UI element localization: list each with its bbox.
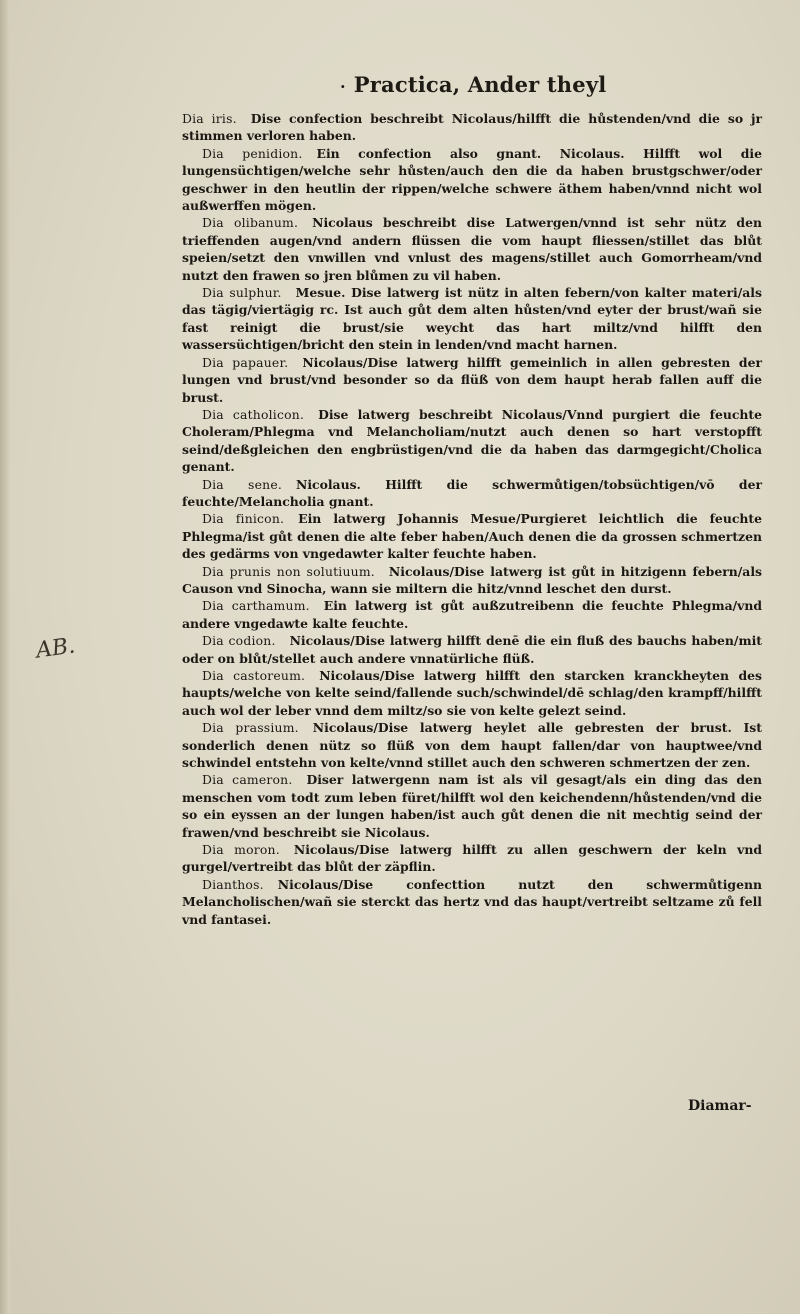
entry-term: Dia prunis non solutiuum. <box>202 563 375 579</box>
entry-paragraph <box>182 476 762 511</box>
entry-paragraph <box>182 597 762 632</box>
entry-paragraph <box>182 406 762 476</box>
entry-paragraph <box>182 110 762 145</box>
entry-paragraph <box>182 667 762 719</box>
entry-body: Nicolaus/Dise latwerg hilfft gemeinlich in allen gebresten der lungen vnd brust/vnd besonder so da flüß von dem haupt herab fallen auff die brust. <box>182 354 762 405</box>
entry-body: Dise latwerg beschreibt Nicolaus/Vnnd purgiert die feuchte Choleram/Phlegma vnd Melancholiam/nutzt auch denen so hart verstopfft seind/deßgleichen den engbrüstigen/vnd die da haben das darmgegicht/Cholica genant. <box>182 406 763 475</box>
entry-term: Dia sulphur. <box>202 285 282 301</box>
entry-body: Nicolaus/Dise latwerg hilfft denē die ein fluß des bauchs haben/mit oder on blůt/stellet auch andere vnnatürliche flüß. <box>182 633 762 666</box>
entry-paragraph <box>182 841 762 876</box>
entry-paragraph <box>182 145 762 215</box>
entry-paragraph <box>182 354 762 406</box>
entry-paragraph <box>182 771 762 841</box>
entry-body: Nicolaus/Dise latwerg ist gůt in hitzigenn febern/als Causon vnd Sinocha, wann sie miltern die hitz/vnnd leschet den durst. <box>182 563 763 596</box>
entry-term: Dia penidion. <box>202 145 303 161</box>
entry-term: Dia prassium. <box>202 720 299 736</box>
entry-term: Dia moron. <box>202 842 280 858</box>
entry-body: Ein confection also gnant. Nicolaus. Hilfft wol die lungensüchtigen/welche sehr hůsten/auch den die da haben brustgschwer/oder geschwer in den heutlin der rippen/welche schwere äthem haben/vnnd nicht wol außwerffen mögen. <box>182 145 762 214</box>
entry-body: Nicolaus. Hilfft die schwermůtigen/tobsüchtigen/vō der feuchte/Melancholia gnant. <box>182 476 762 509</box>
entry-body: Diser latwergenn nam ist als vil gesagt/als ein ding das den menschen vom todt zum leben füret/hilfft wol den keichendenn/hůstenden/vnd die so ein eyssen an der lungen haben/ist auch gůt denen die nit mechtig seind der frawen/vnd beschreibt sie Nicolaus. <box>182 772 762 840</box>
text-block <box>182 110 762 928</box>
entry-paragraph <box>182 719 762 771</box>
entry-body: Nicolaus/Dise latwerg hilfft den starcken kranckheyten des haupts/welche von kelte seind/fallende such/schwindel/dē schlag/den krampff/hilfft auch wol der leber vnnd dem miltz/so sie von kelte gelezt seind. <box>182 668 762 718</box>
entry-paragraph <box>182 876 762 928</box>
running-header <box>340 72 606 97</box>
entry-body: Mesue. Dise latwerg ist nütz in alten febern/von kalter materi/als das tägig/viertägig rc. Ist auch gůt dem alten hůsten/vnd eyter der brust/wañ sie fast reinigt die brust/sie weycht das hart miltz/vnd hilfft den wassersüchtigen/bricht den stein in lenden/vnd macht harnen. <box>182 285 762 353</box>
entry-term: Dia castoreum. <box>202 668 306 683</box>
entry-body: Nicolaus/Dise confecttion nutzt den schwermůtigenn Melancholischen/wañ sie sterckt das hertz vnd das haupt/vertreibt seltzame zů fell vnd fantasei. <box>182 876 762 927</box>
entry-paragraph <box>182 632 762 667</box>
entry-term: Dianthos. <box>202 876 264 892</box>
entry-paragraph <box>182 214 762 284</box>
entry-body: Ein latwerg ist gůt außzutreibenn die feuchte Phlegma/vnd andere vngedawte kalte feuchte. <box>182 598 762 631</box>
entry-term: Dia sene. <box>202 476 282 492</box>
entry-body: Nicolaus/Dise latwerg hilfft zu allen geschwern der keln vnd gurgel/vertreibt das blůt der zäpflin. <box>182 842 763 875</box>
header-title: Practica, Ander theyl <box>353 72 607 97</box>
entry-body: Ein latwerg Johannis Mesue/Purgieret leichtlich die feuchte Phlegma/ist gůt denen die alte feber haben/Auch denen die da grossen schmertzen des gedärms von vngedawter kalter feuchte haben. <box>182 511 762 562</box>
entry-paragraph <box>182 563 762 598</box>
entry-term: Dia iris. <box>182 111 237 126</box>
entry-term: Dia catholicon. <box>202 406 305 422</box>
catchword: Diamar- <box>688 1098 752 1114</box>
entry-term: Dia carthamum. <box>202 598 310 614</box>
handwritten-margin-note: AB. <box>34 633 77 664</box>
entry-term: Dia cameron. <box>202 772 293 788</box>
entry-paragraph <box>182 510 762 562</box>
entry-body: Nicolaus beschreibt dise Latwergen/vnnd ist sehr nütz den trieffenden augen/vnd andern flüssen die vom haupt fliessen/stillet das blůt speien/setzt den vnwillen vnd vnlust des magens/stillet auch Gomorrheam/vnd nutzt den frawen so jren blůmen zu vil haben. <box>182 215 762 283</box>
entry-term: Dia papauer. <box>202 354 289 370</box>
entry-term: Dia finicon. <box>202 511 285 527</box>
entry-body: Nicolaus/Dise latwerg heylet alle gebresten der brust. Ist sonderlich denen nütz so flüß von dem haupt fallen/dar von hauptwee/vnd schwindel entstehn von kelte/vnnd stillet auch den schweren schmertzen der zen. <box>182 720 762 771</box>
header-ornament-dot: · <box>340 77 346 96</box>
entry-term: Dia olibanum. <box>202 215 299 231</box>
entry-body: Dise confection beschreibt Nicolaus/hilfft die hůstenden/vnd die so jr stimmen verloren haben. <box>182 111 763 144</box>
entry-term: Dia codion. <box>202 633 276 649</box>
entry-paragraph <box>182 284 762 354</box>
page-gutter-shadow <box>0 0 10 1314</box>
